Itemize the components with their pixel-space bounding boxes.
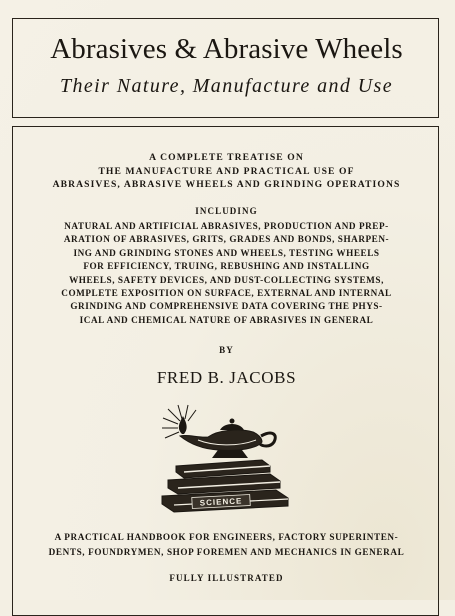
audience-statement (14, 530, 439, 559)
summary-line: NATURAL AND ARTIFICIAL ABRASIVES, PRODUCTION AND PREP- (64, 221, 389, 231)
book-spine-label: SCIENCE (199, 496, 243, 508)
light-rays-icon (162, 405, 196, 438)
lead-line: A COMPLETE TREATISE ON (149, 152, 304, 163)
summary-line: ICAL AND CHEMICAL NATURE OF ABRASIVES IN GENERAL (79, 314, 374, 325)
summary-line: FOR EFFICIENCY, TRUING, REBUSHING AND INSTALLING (83, 261, 370, 272)
lead-description (14, 151, 439, 192)
summary-line: ING AND GRINDING STONES AND WHEELS, TESTING WHEELS (73, 247, 380, 258)
fully-illustrated-label: FULLY ILLUSTRATED (169, 573, 284, 583)
summary-line: ARATION OF ABRASIVES, GRITS, GRADES AND BONDS, SHARPEN- (63, 234, 390, 245)
book-subtitle: Their Nature, Manufacture and Use (59, 75, 394, 97)
book-stack-icon (162, 460, 288, 512)
contents-summary (14, 220, 439, 327)
audience-line: DENTS, FOUNDRYMEN, SHOP FOREMEN AND MECHANICS IN GENERAL (48, 546, 405, 557)
lead-line: ABRASIVES, ABRASIVE WHEELS AND GRINDING OPERATIONS (52, 179, 401, 190)
summary-line: WHEELS, SAFETY DEVICES, AND DUST-COLLECTING SYSTEMS, (69, 274, 384, 285)
summary-line: COMPLETE EXPOSITION ON SURFACE, EXTERNAL AND INTERNAL (61, 288, 392, 299)
author-name: FRED B. JACOBS (156, 368, 297, 387)
lead-line: THE MANUFACTURE AND PRACTICAL USE OF (98, 165, 355, 177)
by-label: BY (219, 345, 234, 355)
audience-line: A PRACTICAL HANDBOOK FOR ENGINEERS, FACTORY SUPERINTEN- (54, 532, 399, 542)
summary-line: GRINDING AND COMPREHENSIVE DATA COVERING THE PHYS- (70, 301, 383, 312)
book-title: Abrasives & Abrasive Wheels (50, 33, 403, 65)
including-label: INCLUDING (195, 206, 258, 216)
oil-lamp-on-books-icon (158, 404, 296, 514)
